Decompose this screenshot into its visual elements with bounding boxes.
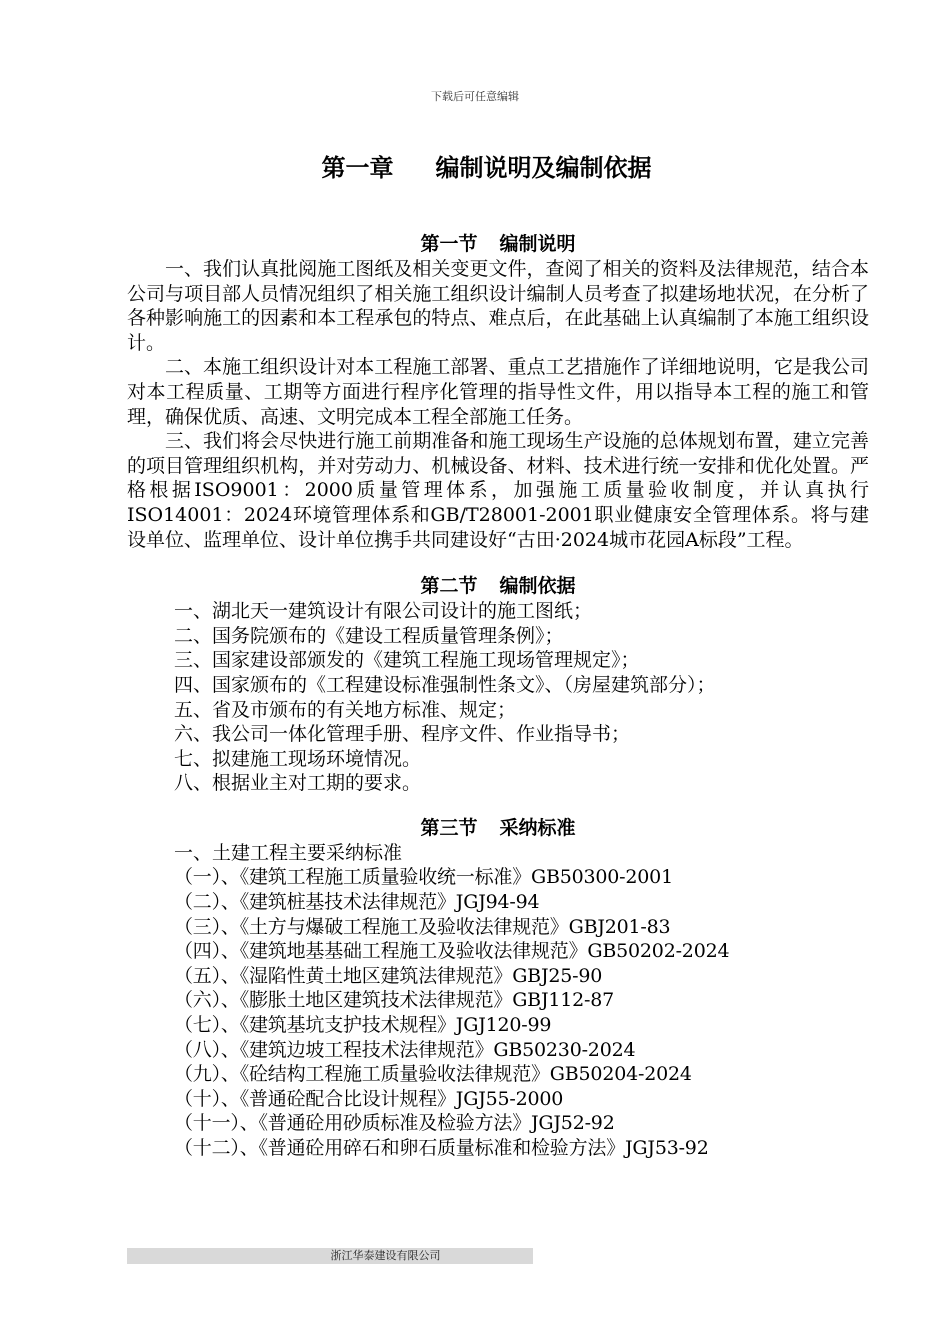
basis-item: 四、国家颁布的《工程建设标准强制性条文》、（房屋建筑部分）； [174,673,716,696]
section-1-title [127,232,869,257]
standard-item: （一）、《建筑工程施工质量验收统一标准》GB50300-2001 [174,866,673,889]
section-3-number: 第三节 [420,816,478,839]
standard-item: （六）、《膨胀土地区建筑技术法律规范》GBJ112-87 [174,989,615,1012]
section-3-name: 采纳标准 [499,816,576,839]
section-2-number: 第二节 [420,575,478,598]
section-1-paragraph: 一、我们认真批阅施工图纸及相关变更文件，查阅了相关的资料及法律规范，结合本公司与项目部人员情况组织了相关施工组织设计编制人员考查了拟建场地状况，在分析了各种影响施工的因素和本工程承包的特点、难点后，在此基础上认真编制了本施工组织设计。 [127,258,869,354]
standard-item: （八）、《建筑边坡工程技术法律规范》GB50230-2024 [174,1038,636,1061]
chapter-name: 编制说明及编制依据 [435,154,652,182]
basis-item: 一、湖北天一建筑设计有限公司设计的施工图纸； [174,600,593,623]
standard-item: （五）、《湿陷性黄土地区建筑法律规范》GBJ25-90 [174,964,603,987]
section-1-number: 第一节 [420,233,478,255]
standards-subheading: 一、土建工程主要采纳标准 [174,841,403,864]
standard-item: （九）、《砼结构工程施工质量验收法律规范》GB50204-2024 [174,1063,692,1086]
page-footer [127,1248,533,1264]
footer-company: 浙江华泰建设有限公司 [330,1249,441,1262]
chapter-number: 第一章 [321,154,394,182]
section-2-name: 编制依据 [499,575,576,598]
standard-item: （十二）、《普通砼用碎石和卵石质量标准和检验方法》JGJ53-92 [174,1137,709,1159]
section-3-title [127,816,869,841]
standard-item: （二）、《建筑桩基技术法律规范》JGJ94-94 [174,891,540,914]
standard-item: （十一）、《普通砼用砂质标准及检验方法》JGJ52-92 [174,1112,615,1135]
basis-item: 二、国务院颁布的《建设工程质量管理条例》； [174,624,564,647]
chapter-title [0,148,950,183]
basis-item: 六、我公司一体化管理手册、程序文件、作业指导书； [174,723,631,746]
standard-item: （七）、《建筑基坑支护技术规程》JGJ120-99 [174,1014,552,1037]
basis-item: 三、国家建设部颁发的《建筑工程施工现场管理规定》； [174,649,640,672]
standard-item: （十）、《普通砼配合比设计规程》JGJ55-2000 [174,1087,564,1110]
basis-item: 八、根据业主对工期的要求。 [174,772,422,795]
standard-item: （四）、《建筑地基基础工程施工及验收法律规范》GB50202-2024 [174,940,730,963]
standard-item: （三）、《土方与爆破工程施工及验收法律规范》GBJ201-83 [174,915,671,938]
basis-item: 七、拟建施工现场环境情况。 [174,747,422,770]
document-body [127,232,869,1161]
section-1-paragraph: 二、本施工组织设计对本工程施工部署、重点工艺措施作了详细地说明，它是我公司对本工程质量、工期等方面进行程序化管理的指导性文件，用以指导本工程的施工和管理，确保优质、高速、文明完成本工程全部施工任务。 [127,356,869,428]
section-2-title [127,574,869,599]
section-1-name: 编制说明 [499,233,576,255]
page-header: 下载后可任意编辑 [431,90,519,103]
basis-item: 五、省及市颁布的有关地方标准、规定； [174,698,517,721]
section-1-paragraph: 三、我们将会尽快进行施工前期准备和施工现场生产设施的总体规划布置，建立完善的项目管理组织机构，并对劳动力、机械设备、材料、技术进行统一安排和优化处置。严格根据ISO9001：2000质量管理体系，加强施工质量验收制度，并认真执行ISO14001：2024环境管理体系和GB/T28001-2001职业健康安全管理体系。将与建设单位、监理单位、设计单位携手共同建设好“古田·2024城市花园A标段”工程。 [127,430,869,551]
